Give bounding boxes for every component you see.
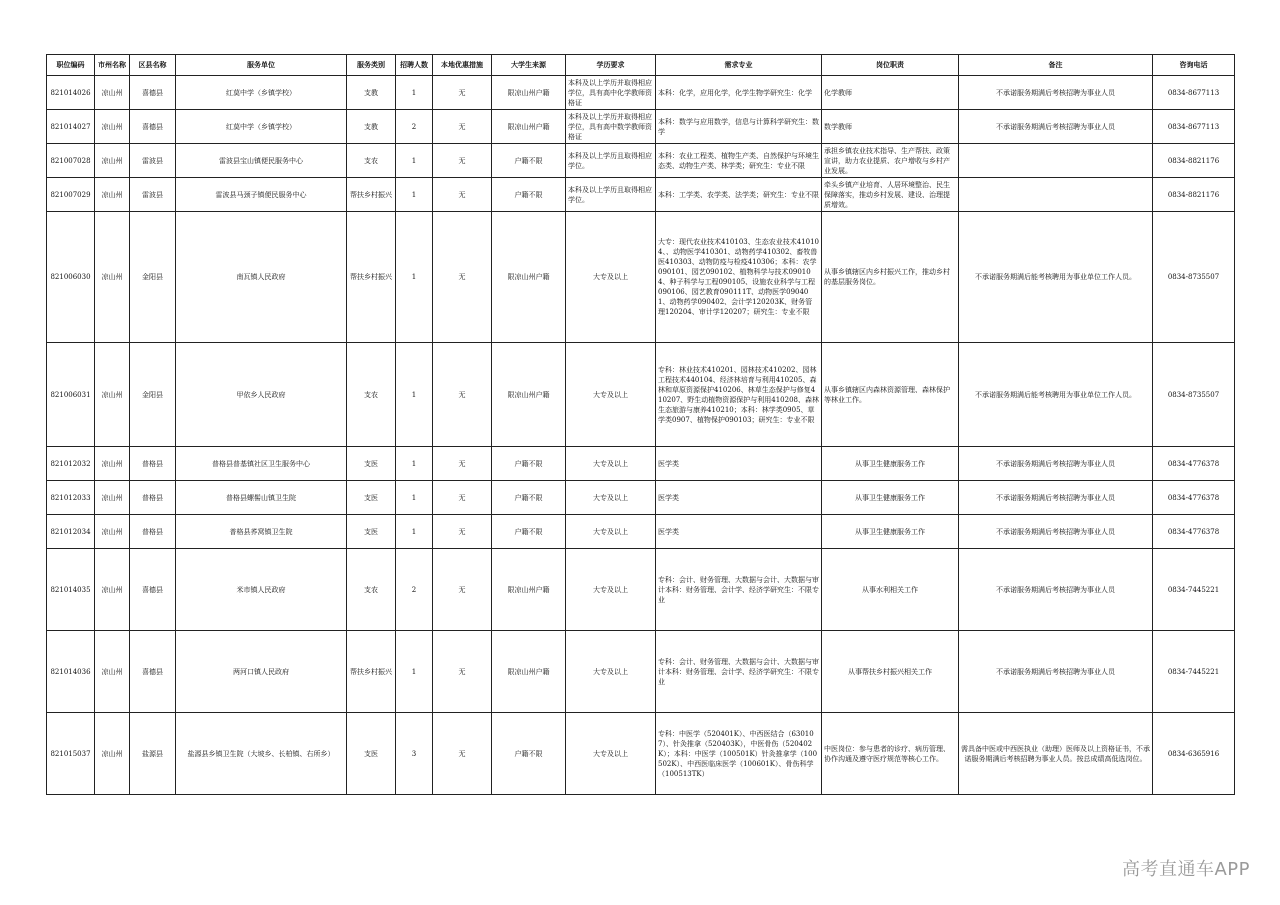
education-cell: 大专及以上 [566, 481, 656, 515]
column-header: 区县名称 [130, 55, 176, 76]
remark-cell: 不承诺服务期满后能考核聘用为事业单位工作人员。 [959, 212, 1153, 343]
watermark: 高考直通车APP [1121, 859, 1250, 880]
recruit-count-cell: 2 [396, 110, 433, 144]
major-cell: 医学类 [656, 481, 822, 515]
student-source-cell: 限凉山州户籍 [492, 212, 566, 343]
major-cell: 本科：农业工程类、植物生产类、自然保护与环境生态类、动物生产类、林学类；研究生：专业不限 [656, 144, 822, 178]
column-header: 本地优惠措施 [433, 55, 492, 76]
student-source-cell: 户籍不限 [492, 481, 566, 515]
service-unit-cell: 普格县螺髻山镇卫生院 [176, 481, 347, 515]
education-cell: 本科及以上学历且取得相应学位。 [566, 144, 656, 178]
remark-cell: 不承诺服务期满后考核招聘为事业人员 [959, 481, 1153, 515]
table-row [47, 110, 1235, 144]
recruit-count-cell: 1 [396, 343, 433, 447]
service-unit-cell: 红莫中学（乡镇学校） [176, 76, 347, 110]
city-cell: 凉山州 [95, 212, 130, 343]
service-unit-cell: 红莫中学（乡镇学校） [176, 110, 347, 144]
column-header: 学历要求 [566, 55, 656, 76]
service-unit-cell: 南瓦镇人民政府 [176, 212, 347, 343]
education-cell: 大专及以上 [566, 549, 656, 631]
service-unit-cell: 雷波县马颈子镇便民服务中心 [176, 178, 347, 212]
job-code-cell: 821014026 [47, 76, 95, 110]
table-row [47, 631, 1235, 713]
phone-cell: 0834-8677113 [1153, 110, 1235, 144]
service-type-cell: 支教 [347, 76, 396, 110]
phone-cell: 0834-4776378 [1153, 515, 1235, 549]
city-cell: 凉山州 [95, 110, 130, 144]
local-benefit-cell: 无 [433, 110, 492, 144]
student-source-cell: 限凉山州户籍 [492, 76, 566, 110]
student-source-cell: 户籍不限 [492, 713, 566, 795]
table-row [47, 343, 1235, 447]
phone-cell: 0834-7445221 [1153, 549, 1235, 631]
duty-cell: 从事帮扶乡村振兴相关工作 [822, 631, 959, 713]
recruit-count-cell: 1 [396, 631, 433, 713]
service-type-cell: 帮扶乡村振兴 [347, 631, 396, 713]
service-type-cell: 支教 [347, 110, 396, 144]
city-cell: 凉山州 [95, 343, 130, 447]
remark-cell: 不承诺服务期满后考核招聘为事业人员 [959, 76, 1153, 110]
column-header: 咨询电话 [1153, 55, 1235, 76]
job-code-cell: 821006031 [47, 343, 95, 447]
duty-cell: 数学教师 [822, 110, 959, 144]
job-code-cell: 821007028 [47, 144, 95, 178]
job-code-cell: 821014027 [47, 110, 95, 144]
major-cell: 医学类 [656, 447, 822, 481]
recruit-count-cell: 1 [396, 178, 433, 212]
county-cell: 普格县 [130, 481, 176, 515]
major-cell: 大专：现代农业技术410103、生态农业技术410104、、动物医学410301、动物药学410302、畜牧兽医410303、动物防疫与检疫410306；本科：农学090101、园艺090102、植物科学与技术090104、种子科学与工程090105、设施农业科学与工程090106、园艺教育090111T、动物医学090401、动物药学090402、会计学120203K、财务管理120204、审计学120207；研究生：专业不限 [656, 212, 822, 343]
major-cell: 本科：化学，应用化学，化学生物学研究生：化学 [656, 76, 822, 110]
service-unit-cell: 两河口镇人民政府 [176, 631, 347, 713]
city-cell: 凉山州 [95, 515, 130, 549]
county-cell: 雷波县 [130, 144, 176, 178]
service-unit-cell: 甲依乡人民政府 [176, 343, 347, 447]
table-row [47, 178, 1235, 212]
column-header: 需求专业 [656, 55, 822, 76]
local-benefit-cell: 无 [433, 178, 492, 212]
column-header: 服务类别 [347, 55, 396, 76]
city-cell: 凉山州 [95, 481, 130, 515]
duty-cell: 化学教师 [822, 76, 959, 110]
remark-cell: 需具备中医或中西医执业（助理）医师及以上资格证书，不承诺服务期满后考核招聘为事业人员。按总成绩高低选岗位。 [959, 713, 1153, 795]
remark-cell: 不承诺服务期满后能考核聘用为事业单位工作人员。 [959, 343, 1153, 447]
job-code-cell: 821015037 [47, 713, 95, 795]
job-code-cell: 821014036 [47, 631, 95, 713]
phone-cell: 0834-7445221 [1153, 631, 1235, 713]
education-cell: 本科及以上学历并取得相应学位，具有高中数学教师资格证 [566, 110, 656, 144]
job-code-cell: 821014035 [47, 549, 95, 631]
duty-cell: 从事水利相关工作 [822, 549, 959, 631]
job-code-cell: 821012032 [47, 447, 95, 481]
major-cell: 专科：中医学（520401K）、中西医结合（630107）、针灸推拿（520403K），中医骨伤（520402K）；本科：中医学（100501K）针灸推拿学（100502K）、中西医临床医学（100601K）、骨伤科学（100513TK） [656, 713, 822, 795]
duty-cell: 从事卫生健康服务工作 [822, 481, 959, 515]
remark-cell [959, 144, 1153, 178]
service-type-cell: 支农 [347, 144, 396, 178]
remark-cell: 不承诺服务期满后考核招聘为事业人员 [959, 515, 1153, 549]
duty-cell: 从事乡镇辖区内乡村振兴工作，推动乡村的基层服务岗位。 [822, 212, 959, 343]
service-unit-cell: 普格县普基镇社区卫生服务中心 [176, 447, 347, 481]
service-type-cell: 帮扶乡村振兴 [347, 212, 396, 343]
remark-cell: 不承诺服务期满后考核招聘为事业人员 [959, 110, 1153, 144]
job-code-cell: 821012033 [47, 481, 95, 515]
job-code-cell: 821012034 [47, 515, 95, 549]
duty-cell: 中医岗位：参与患者的诊疗、病历管理、协作沟通及遵守医疗规范等核心工作。 [822, 713, 959, 795]
education-cell: 大专及以上 [566, 631, 656, 713]
local-benefit-cell: 无 [433, 144, 492, 178]
table-row [47, 515, 1235, 549]
service-type-cell: 支医 [347, 481, 396, 515]
education-cell: 大专及以上 [566, 343, 656, 447]
phone-cell: 0834-8821176 [1153, 178, 1235, 212]
job-table [46, 54, 1235, 795]
city-cell: 凉山州 [95, 178, 130, 212]
major-cell: 本科：工学类、农学类、法学类；研究生：专业不限 [656, 178, 822, 212]
phone-cell: 0834-4776378 [1153, 481, 1235, 515]
phone-cell: 0834-8677113 [1153, 76, 1235, 110]
county-cell: 喜德县 [130, 549, 176, 631]
major-cell: 本科：数学与应用数学，信息与计算科学研究生：数学 [656, 110, 822, 144]
service-type-cell: 支农 [347, 549, 396, 631]
education-cell: 本科及以上学历并取得相应学位，具有高中化学教师资格证 [566, 76, 656, 110]
local-benefit-cell: 无 [433, 481, 492, 515]
education-cell: 大专及以上 [566, 515, 656, 549]
student-source-cell: 限凉山州户籍 [492, 110, 566, 144]
major-cell: 专科：林业技术410201、园林技术410202、园林工程技术440104、经济林培育与利用410205、森林和草原资源保护410206、林草生态保护与修复410207、野生动植物资源保护与利用410208、森林生态旅游与康养410210；本科：林学类0905、草学类0907、植物保护090103；研究生：专业不限 [656, 343, 822, 447]
local-benefit-cell: 无 [433, 549, 492, 631]
city-cell: 凉山州 [95, 549, 130, 631]
local-benefit-cell: 无 [433, 343, 492, 447]
duty-cell: 从事乡镇辖区内森林资源管理、森林保护等林业工作。 [822, 343, 959, 447]
service-unit-cell: 雷波县宝山镇便民服务中心 [176, 144, 347, 178]
county-cell: 盐源县 [130, 713, 176, 795]
column-header: 招聘人数 [396, 55, 433, 76]
duty-cell: 承担乡镇农业技术指导、生产帮扶、政策宣讲，助力农业提质、农户增收与乡村产业发展。 [822, 144, 959, 178]
county-cell: 雷波县 [130, 178, 176, 212]
table-row [47, 447, 1235, 481]
phone-cell: 0834-4776378 [1153, 447, 1235, 481]
phone-cell: 0834-8735507 [1153, 343, 1235, 447]
local-benefit-cell: 无 [433, 76, 492, 110]
service-type-cell: 支医 [347, 713, 396, 795]
column-header: 职位编码 [47, 55, 95, 76]
service-type-cell: 支医 [347, 515, 396, 549]
column-header: 岗位职责 [822, 55, 959, 76]
education-cell: 大专及以上 [566, 212, 656, 343]
table-row [47, 76, 1235, 110]
student-source-cell: 限凉山州户籍 [492, 343, 566, 447]
education-cell: 本科及以上学历且取得相应学位。 [566, 178, 656, 212]
service-unit-cell: 普格县荞窝镇卫生院 [176, 515, 347, 549]
phone-cell: 0834-8735507 [1153, 212, 1235, 343]
phone-cell: 0834-8821176 [1153, 144, 1235, 178]
county-cell: 金阳县 [130, 212, 176, 343]
local-benefit-cell: 无 [433, 631, 492, 713]
table-header-row [47, 55, 1235, 76]
major-cell: 专科：会计、财务管理、大数据与会计、大数据与审计本科：财务管理、会计学、经济学研究生：不限专业 [656, 631, 822, 713]
table-row [47, 713, 1235, 795]
local-benefit-cell: 无 [433, 447, 492, 481]
job-code-cell: 821006030 [47, 212, 95, 343]
column-header: 市州名称 [95, 55, 130, 76]
recruit-count-cell: 1 [396, 515, 433, 549]
job-code-cell: 821007029 [47, 178, 95, 212]
table-row [47, 144, 1235, 178]
recruit-count-cell: 3 [396, 713, 433, 795]
local-benefit-cell: 无 [433, 515, 492, 549]
local-benefit-cell: 无 [433, 713, 492, 795]
column-header: 备注 [959, 55, 1153, 76]
service-type-cell: 支农 [347, 343, 396, 447]
student-source-cell: 户籍不限 [492, 515, 566, 549]
table-row [47, 212, 1235, 343]
city-cell: 凉山州 [95, 447, 130, 481]
service-type-cell: 帮扶乡村振兴 [347, 178, 396, 212]
student-source-cell: 户籍不限 [492, 447, 566, 481]
service-type-cell: 支医 [347, 447, 396, 481]
service-unit-cell: 盐源县乡镇卫生院（大坡乡、长柏镇、右所乡） [176, 713, 347, 795]
phone-cell: 0834-6365916 [1153, 713, 1235, 795]
recruit-count-cell: 1 [396, 76, 433, 110]
remark-cell: 不承诺服务期满后考核招聘为事业人员 [959, 549, 1153, 631]
table-row [47, 481, 1235, 515]
county-cell: 普格县 [130, 447, 176, 481]
recruit-count-cell: 1 [396, 481, 433, 515]
county-cell: 喜德县 [130, 76, 176, 110]
recruit-count-cell: 1 [396, 212, 433, 343]
column-header: 服务单位 [176, 55, 347, 76]
recruit-count-cell: 2 [396, 549, 433, 631]
remark-cell [959, 178, 1153, 212]
city-cell: 凉山州 [95, 631, 130, 713]
major-cell: 医学类 [656, 515, 822, 549]
local-benefit-cell: 无 [433, 212, 492, 343]
city-cell: 凉山州 [95, 713, 130, 795]
student-source-cell: 限凉山州户籍 [492, 631, 566, 713]
education-cell: 大专及以上 [566, 713, 656, 795]
remark-cell: 不承诺服务期满后考核招聘为事业人员 [959, 447, 1153, 481]
city-cell: 凉山州 [95, 144, 130, 178]
student-source-cell: 户籍不限 [492, 144, 566, 178]
duty-cell: 牵头乡镇产业培育、人居环境整治、民生保障落实，推动乡村发展、建设、治理提质增效。 [822, 178, 959, 212]
education-cell: 大专及以上 [566, 447, 656, 481]
county-cell: 普格县 [130, 515, 176, 549]
duty-cell: 从事卫生健康服务工作 [822, 447, 959, 481]
county-cell: 喜德县 [130, 631, 176, 713]
student-source-cell: 限凉山州户籍 [492, 549, 566, 631]
city-cell: 凉山州 [95, 76, 130, 110]
column-header: 大学生来源 [492, 55, 566, 76]
recruit-count-cell: 1 [396, 144, 433, 178]
county-cell: 喜德县 [130, 110, 176, 144]
table-row [47, 549, 1235, 631]
remark-cell: 不承诺服务期满后考核招聘为事业人员 [959, 631, 1153, 713]
duty-cell: 从事卫生健康服务工作 [822, 515, 959, 549]
recruit-count-cell: 1 [396, 447, 433, 481]
student-source-cell: 户籍不限 [492, 178, 566, 212]
county-cell: 金阳县 [130, 343, 176, 447]
major-cell: 专科：会计、财务管理、大数据与会计、大数据与审计本科：财务管理、会计学、经济学研究生：不限专业 [656, 549, 822, 631]
service-unit-cell: 米市镇人民政府 [176, 549, 347, 631]
